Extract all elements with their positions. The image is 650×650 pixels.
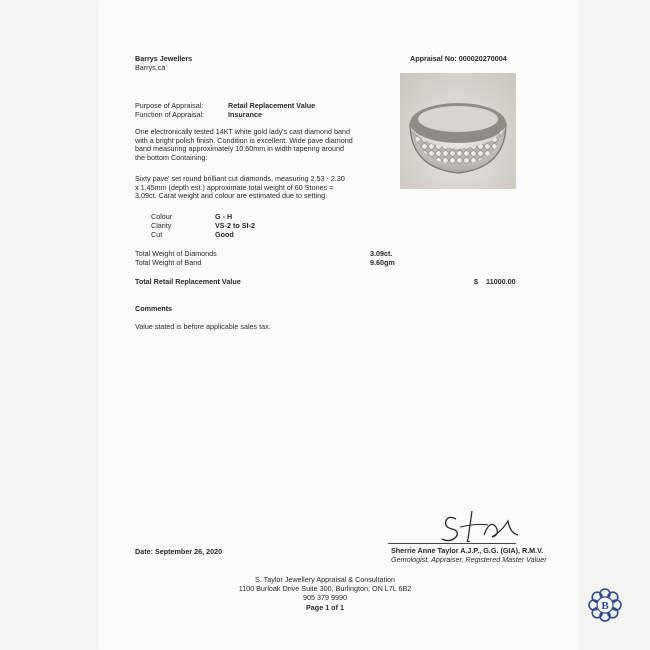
description-line: One electronically tested 14KT white gold lady's cast diamond band xyxy=(135,127,350,136)
purpose-value: Retail Replacement Value xyxy=(228,101,316,110)
total-value-amount: 11000.00 xyxy=(486,277,516,286)
logo-letter: B xyxy=(601,600,609,612)
company-website: Barrys.ca xyxy=(135,63,166,72)
item-description xyxy=(135,128,397,162)
function-label: Function of Appraisal: xyxy=(135,110,205,119)
diamond-weight-value: 3.09ct. xyxy=(370,249,393,258)
page-number: Page 1 of 1 xyxy=(306,603,344,612)
stones-line: Sixty pave' set round brilliant cut diamonds, measuring 2.53 - 2.30 xyxy=(135,174,345,183)
signer-title: Gemologist, Appraiser, Registered Master Valuer xyxy=(391,555,547,564)
diamond-band-image xyxy=(400,73,516,189)
handwritten-signature xyxy=(438,505,522,545)
company-name: Barrys Jewellers xyxy=(135,54,193,63)
description-line: band measuring approximately 10.60mm in width tapering around xyxy=(135,144,344,154)
comments-text: Value stated is before applicable sales tax. xyxy=(135,322,271,331)
signer-name: Sherrie Anne Taylor A.J.P., G.G. (GIA), R.M.V. xyxy=(391,546,544,555)
currency-symbol: $ xyxy=(474,277,478,286)
firm-address: 1100 Burloak Drive Suite 300, Burlington, ON L7L 6B2 xyxy=(238,584,412,593)
purpose-label: Purpose of Appraisal: xyxy=(135,101,204,110)
comments-heading: Comments xyxy=(135,304,173,313)
band-weight-label: Total Weight of Band xyxy=(135,258,202,267)
description-line: with a bright polish finish. Condition is excellent. Wide pave diamond xyxy=(135,135,353,145)
ring-photo xyxy=(400,73,516,189)
brand-logo xyxy=(588,588,622,622)
function-value: Insurance xyxy=(228,110,262,119)
stones-description xyxy=(135,175,397,201)
grade-value-cut: Good xyxy=(215,230,234,239)
grade-value-colour: G - H xyxy=(215,212,233,221)
diamond-weight-label: Total Weight of Diamonds xyxy=(135,249,217,258)
total-value-label: Total Retail Replacement Value xyxy=(135,277,241,286)
description-line: the bottom Containing: xyxy=(135,152,208,162)
grade-label-colour: Colour xyxy=(151,212,173,221)
stones-line: 3.09ct. Carat weight and colour are estimated due to setting. xyxy=(135,191,328,201)
grade-label-cut: Cut xyxy=(151,230,163,239)
grade-label-clarity: Clarity xyxy=(151,221,172,230)
appraisal-number: Appraisal No: 000020270004 xyxy=(410,54,507,63)
grade-value-clarity: VS-2 to SI-2 xyxy=(215,221,255,230)
firm-phone: 905 379 9990 xyxy=(303,593,347,602)
appraisal-date: Date: September 26, 2020 xyxy=(135,547,223,556)
band-weight-value: 9.60gm xyxy=(370,258,395,267)
stones-line: x 1.45mm (depth est.) approximate total weight of 60 Stones = xyxy=(135,182,334,192)
signature-line xyxy=(388,543,516,544)
firm-name: S. Taylor Jewellery Appraisal & Consultation xyxy=(254,575,396,584)
